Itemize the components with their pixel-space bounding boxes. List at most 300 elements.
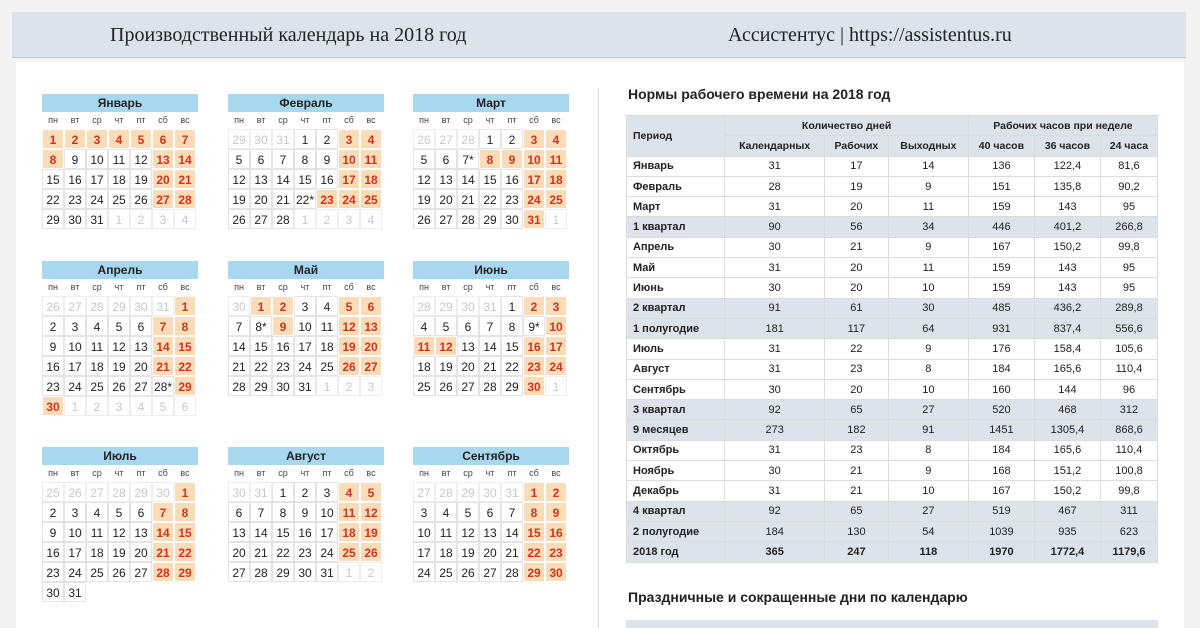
day-cell-other-month: 28: [435, 482, 457, 502]
value-cell: 1451: [968, 420, 1034, 440]
value-cell: 247: [825, 542, 889, 562]
day-cell-weekend: 17: [338, 169, 360, 189]
table-row: [627, 400, 1158, 420]
day-cell: 13: [479, 522, 501, 542]
day-cell: 15: [250, 336, 272, 356]
month-name: Май: [228, 261, 384, 279]
value-cell: 90: [725, 217, 825, 237]
day-cell: 7*: [457, 149, 479, 169]
month-days: [42, 112, 198, 229]
subheader: Выходных: [888, 136, 968, 156]
day-cell-weekend: 10: [545, 316, 567, 336]
day-cell: 4: [86, 316, 108, 336]
value-cell: 99,8: [1100, 481, 1157, 501]
day-cell: 4: [316, 296, 338, 316]
value-cell: 181: [725, 318, 825, 338]
day-cell-weekend: 19: [360, 522, 382, 542]
day-cell: 14: [501, 522, 523, 542]
day-cell-weekend: 1: [174, 296, 196, 316]
day-cell-weekend: 4: [108, 129, 130, 149]
day-cell: 6: [479, 502, 501, 522]
value-cell: 65: [825, 400, 889, 420]
day-cell: 22: [501, 356, 523, 376]
day-cell: 14: [228, 336, 250, 356]
day-cell-other-month: 31: [479, 296, 501, 316]
day-cell: 1: [479, 129, 501, 149]
day-cell-other-month: 30: [130, 296, 152, 316]
day-cell: 10: [413, 522, 435, 542]
day-cell: 11: [316, 316, 338, 336]
value-cell: 184: [968, 440, 1034, 460]
day-cell: 15: [42, 169, 64, 189]
weekday-label: чт: [300, 282, 310, 292]
day-cell-weekend: 16: [523, 336, 545, 356]
day-cell: 8: [501, 316, 523, 336]
day-cell: 9: [42, 522, 64, 542]
day-cell: 18: [108, 169, 130, 189]
day-cell: 3: [64, 316, 86, 336]
weekday-label: сб: [344, 468, 354, 478]
day-cell: 4: [435, 502, 457, 522]
day-cell-weekend: 11: [360, 149, 382, 169]
day-cell: 27: [130, 376, 152, 396]
day-cell: 20: [130, 542, 152, 562]
day-cell-weekend: 5: [130, 129, 152, 149]
day-cell: 12: [228, 169, 250, 189]
weekday-label: вт: [441, 282, 451, 292]
day-cell: 25: [86, 376, 108, 396]
day-cell: 16: [501, 169, 523, 189]
day-cell-weekend: 2: [523, 296, 545, 316]
weekday-label: вс: [366, 468, 376, 478]
day-cell: 18: [413, 356, 435, 376]
day-cell-weekend: 1: [250, 296, 272, 316]
day-cell-other-month: 2: [338, 376, 360, 396]
weekday-label: пт: [136, 468, 146, 478]
value-cell: 61: [825, 298, 889, 318]
day-cell: 19: [228, 189, 250, 209]
weekday-label: чт: [300, 115, 310, 125]
day-cell: 14: [250, 522, 272, 542]
day-cell: 13: [228, 522, 250, 542]
day-cell-weekend: 4: [360, 129, 382, 149]
day-cell-weekend: 12: [435, 336, 457, 356]
month-calendar: [42, 447, 198, 602]
weekday-label: вт: [441, 115, 451, 125]
header-period: Период: [627, 116, 725, 157]
value-cell: 31: [725, 339, 825, 359]
value-cell: 837,4: [1034, 318, 1100, 338]
weekday-label: сб: [344, 282, 354, 292]
day-cell-weekend: 18: [360, 169, 382, 189]
day-cell: 5: [457, 502, 479, 522]
value-cell: 20: [825, 278, 889, 298]
day-cell-other-month: 29: [457, 482, 479, 502]
value-cell: 159: [968, 278, 1034, 298]
day-cell-other-month: 29: [130, 482, 152, 502]
day-cell: 11: [108, 149, 130, 169]
day-cell-weekend: 25: [338, 542, 360, 562]
table-row: [627, 461, 1158, 481]
month-calendar: [413, 94, 569, 229]
day-cell: 17: [294, 336, 316, 356]
weekday-label: пн: [234, 282, 244, 292]
value-cell: 931: [968, 318, 1034, 338]
holidays-table-header: [626, 620, 1158, 628]
day-cell-weekend: 29: [523, 562, 545, 582]
value-cell: 30: [725, 379, 825, 399]
value-cell: 273: [725, 420, 825, 440]
day-cell-weekend: 9: [545, 502, 567, 522]
day-cell-weekend: 2: [64, 129, 86, 149]
day-cell: 21: [457, 189, 479, 209]
weekday-label: пн: [419, 115, 429, 125]
day-cell-weekend: 28: [152, 562, 174, 582]
day-cell-other-month: 5: [152, 396, 174, 416]
day-cell: 27: [457, 376, 479, 396]
day-cell: 17: [413, 542, 435, 562]
day-cell-other-month: 26: [42, 296, 64, 316]
day-cell: 28: [501, 562, 523, 582]
month-name: Февраль: [228, 94, 384, 112]
day-cell: 2: [294, 482, 316, 502]
day-cell-other-month: 28: [457, 129, 479, 149]
value-cell: 118: [888, 542, 968, 562]
day-cell: 1: [294, 129, 316, 149]
day-cell-weekend: 8: [174, 316, 196, 336]
value-cell: 9: [888, 176, 968, 196]
period-cell: Январь: [627, 156, 725, 176]
weekday-label: вт: [70, 282, 80, 292]
value-cell: 289,8: [1100, 298, 1157, 318]
value-cell: 65: [825, 501, 889, 521]
day-cell-weekend: 7: [174, 129, 196, 149]
value-cell: 144: [1034, 379, 1100, 399]
day-cell-weekend: 10: [338, 149, 360, 169]
day-cell-other-month: 30: [457, 296, 479, 316]
day-cell: 30: [501, 209, 523, 229]
day-cell-other-month: 1: [108, 209, 130, 229]
period-cell: Октябрь: [627, 440, 725, 460]
day-cell-other-month: 26: [413, 129, 435, 149]
table-row: [627, 237, 1158, 257]
day-cell: 19: [108, 542, 130, 562]
weekday-label: пн: [48, 115, 58, 125]
day-cell: 16: [294, 522, 316, 542]
month-calendar: [42, 94, 198, 229]
day-cell: 24: [86, 189, 108, 209]
day-cell-other-month: 29: [435, 296, 457, 316]
day-cell: 19: [413, 189, 435, 209]
weekday-label: пт: [136, 115, 146, 125]
day-cell: 6: [130, 502, 152, 522]
value-cell: 1179,6: [1100, 542, 1157, 562]
day-cell-weekend: 8: [42, 149, 64, 169]
value-cell: 1039: [968, 521, 1034, 541]
day-cell: 27: [479, 562, 501, 582]
day-cell: 5: [228, 149, 250, 169]
value-cell: 20: [825, 258, 889, 278]
day-cell: 30: [294, 562, 316, 582]
day-cell: 8*: [250, 316, 272, 336]
day-cell: 6: [130, 316, 152, 336]
day-cell: 26: [413, 209, 435, 229]
period-cell: 1 квартал: [627, 217, 725, 237]
month-calendar: [413, 261, 569, 396]
day-cell-weekend: 21: [152, 542, 174, 562]
day-cell: 27: [250, 209, 272, 229]
month-name: Август: [228, 447, 384, 465]
value-cell: 90,2: [1100, 176, 1157, 196]
day-cell-other-month: 30: [152, 482, 174, 502]
day-cell: 27: [435, 209, 457, 229]
period-cell: Июнь: [627, 278, 725, 298]
day-cell-other-month: 2: [130, 209, 152, 229]
weekday-label: чт: [300, 468, 310, 478]
day-cell: 31: [64, 582, 86, 602]
day-cell: 21: [479, 356, 501, 376]
day-cell: 28*: [152, 376, 174, 396]
day-cell-weekend: 3: [86, 129, 108, 149]
day-cell: 9*: [523, 316, 545, 336]
day-cell: 6: [457, 316, 479, 336]
day-cell: 23: [272, 356, 294, 376]
value-cell: 30: [725, 278, 825, 298]
day-cell-weekend: 12: [360, 502, 382, 522]
day-cell-weekend: 11: [338, 502, 360, 522]
weekday-label: вт: [256, 282, 266, 292]
weekday-label: вт: [256, 115, 266, 125]
day-cell: 17: [64, 542, 86, 562]
day-cell: 24: [294, 356, 316, 376]
value-cell: 623: [1100, 521, 1157, 541]
month-days: [413, 112, 569, 229]
day-cell: 8: [294, 149, 316, 169]
value-cell: 135,8: [1034, 176, 1100, 196]
day-cell: 9: [294, 502, 316, 522]
holidays-title: Праздничные и сокращенные дни по календарю: [628, 589, 968, 605]
value-cell: 122,4: [1034, 156, 1100, 176]
day-cell: 3: [413, 502, 435, 522]
day-cell: 23: [42, 376, 64, 396]
day-cell: 7: [479, 316, 501, 336]
day-cell: 28: [457, 209, 479, 229]
day-cell: 14: [457, 169, 479, 189]
day-cell-weekend: 15: [523, 522, 545, 542]
value-cell: 150,2: [1034, 237, 1100, 257]
day-cell-other-month: 29: [108, 296, 130, 316]
day-cell-weekend: 29: [174, 376, 196, 396]
value-cell: 151,2: [1034, 461, 1100, 481]
day-cell: 24: [413, 562, 435, 582]
period-cell: Ноябрь: [627, 461, 725, 481]
weekday-label: пн: [48, 468, 58, 478]
value-cell: 1305,4: [1034, 420, 1100, 440]
day-cell: 21: [272, 189, 294, 209]
weekday-label: пн: [419, 468, 429, 478]
day-cell-other-month: 31: [501, 482, 523, 502]
day-cell-weekend: 29: [174, 562, 196, 582]
period-cell: Декабрь: [627, 481, 725, 501]
value-cell: 31: [725, 197, 825, 217]
table-row: [627, 339, 1158, 359]
subheader: 24 часа: [1100, 136, 1157, 156]
day-cell: 6: [435, 149, 457, 169]
day-cell: 19: [457, 542, 479, 562]
day-cell-weekend: 22: [174, 356, 196, 376]
value-cell: 96: [1100, 379, 1157, 399]
day-cell-other-month: 28: [413, 296, 435, 316]
day-cell-other-month: 25: [42, 482, 64, 502]
value-cell: 9: [888, 461, 968, 481]
value-cell: 14: [888, 156, 968, 176]
day-cell: 19: [130, 169, 152, 189]
period-cell: Март: [627, 197, 725, 217]
day-cell: 15: [501, 336, 523, 356]
day-cell-other-month: 27: [413, 482, 435, 502]
day-cell-weekend: 3: [338, 129, 360, 149]
norms-table: [626, 115, 1158, 563]
value-cell: 151: [968, 176, 1034, 196]
weekday-label: ср: [92, 468, 102, 478]
day-cell-weekend: 14: [152, 522, 174, 542]
weekday-label: чт: [485, 115, 495, 125]
value-cell: 159: [968, 258, 1034, 278]
day-cell-weekend: 22: [523, 542, 545, 562]
day-cell-weekend: 31: [523, 209, 545, 229]
day-cell: 6: [228, 502, 250, 522]
value-cell: 143: [1034, 197, 1100, 217]
table-row: [627, 176, 1158, 196]
day-cell: 24: [64, 376, 86, 396]
value-cell: 56: [825, 217, 889, 237]
day-cell-other-month: 31: [152, 296, 174, 316]
value-cell: 130: [825, 521, 889, 541]
month-name: Июль: [42, 447, 198, 465]
day-cell-weekend: 24: [545, 356, 567, 376]
weekday-label: ср: [463, 115, 473, 125]
day-cell-weekend: 30: [523, 376, 545, 396]
day-cell: 9: [64, 149, 86, 169]
table-row: [627, 258, 1158, 278]
value-cell: 110,4: [1100, 359, 1157, 379]
weekday-label: пт: [322, 468, 332, 478]
day-cell-weekend: 21: [152, 356, 174, 376]
day-cell: 19: [108, 356, 130, 376]
day-cell: 13: [457, 336, 479, 356]
day-cell-weekend: 20: [152, 169, 174, 189]
subheader: 36 часов: [1034, 136, 1100, 156]
table-row: [627, 359, 1158, 379]
day-cell: 11: [86, 336, 108, 356]
weekday-label: ср: [278, 468, 288, 478]
day-cell: 2: [316, 129, 338, 149]
value-cell: 30: [888, 298, 968, 318]
day-cell-weekend: 25: [545, 189, 567, 209]
day-cell: 29: [501, 376, 523, 396]
value-cell: 31: [725, 156, 825, 176]
day-cell: 12: [108, 336, 130, 356]
weekday-label: пт: [322, 282, 332, 292]
value-cell: 160: [968, 379, 1034, 399]
value-cell: 22: [825, 339, 889, 359]
value-cell: 105,6: [1100, 339, 1157, 359]
value-cell: 468: [1034, 400, 1100, 420]
period-cell: Февраль: [627, 176, 725, 196]
value-cell: 167: [968, 481, 1034, 501]
day-cell-weekend: 3: [545, 296, 567, 316]
day-cell: 14: [479, 336, 501, 356]
day-cell: 7: [250, 502, 272, 522]
weekday-label: ср: [463, 282, 473, 292]
page-title: Производственный календарь на 2018 год: [110, 24, 467, 46]
weekday-label: сб: [158, 115, 168, 125]
weekday-label: чт: [114, 468, 124, 478]
month-days: [228, 112, 384, 229]
day-cell-other-month: 1: [64, 396, 86, 416]
month-calendar: [228, 94, 384, 229]
weekday-label: чт: [485, 468, 495, 478]
day-cell: 29: [42, 209, 64, 229]
day-cell: 29: [272, 562, 294, 582]
day-cell: 11: [86, 522, 108, 542]
day-cell: 20: [228, 542, 250, 562]
day-cell: 3: [64, 502, 86, 522]
value-cell: 184: [968, 359, 1034, 379]
table-row: [627, 298, 1158, 318]
day-cell-other-month: 1: [316, 376, 338, 396]
day-cell-other-month: 4: [174, 209, 196, 229]
header-days: Количество дней: [725, 116, 969, 136]
day-cell: 5: [413, 149, 435, 169]
day-cell: 26: [130, 189, 152, 209]
period-cell: 1 полугодие: [627, 318, 725, 338]
month-calendar: [228, 261, 384, 396]
subheader: Календарных: [725, 136, 825, 156]
value-cell: 31: [725, 440, 825, 460]
day-cell-weekend: 23: [523, 356, 545, 376]
day-cell-other-month: 26: [64, 482, 86, 502]
value-cell: 8: [888, 359, 968, 379]
day-cell-weekend: 6: [360, 296, 382, 316]
period-cell: Август: [627, 359, 725, 379]
weekday-label: пт: [507, 115, 517, 125]
day-cell: 2: [501, 129, 523, 149]
day-cell: 1: [272, 482, 294, 502]
day-cell-other-month: 30: [228, 296, 250, 316]
day-cell-weekend: 16: [545, 522, 567, 542]
site-link[interactable]: Ассистентус | https://assistentus.ru: [728, 24, 1012, 46]
value-cell: 1970: [968, 542, 1034, 562]
day-cell-other-month: 3: [108, 396, 130, 416]
value-cell: 520: [968, 400, 1034, 420]
day-cell: 10: [86, 149, 108, 169]
value-cell: 30: [725, 237, 825, 257]
norms-title: Нормы рабочего времени на 2018 год: [628, 86, 891, 102]
day-cell: 26: [228, 209, 250, 229]
day-cell-other-month: 2: [86, 396, 108, 416]
day-cell-weekend: 1: [42, 129, 64, 149]
day-cell-weekend: 8: [523, 502, 545, 522]
day-cell-other-month: 3: [152, 209, 174, 229]
weekday-label: пн: [234, 115, 244, 125]
value-cell: 91: [888, 420, 968, 440]
value-cell: 19: [825, 176, 889, 196]
value-cell: 446: [968, 217, 1034, 237]
weekday-label: ср: [92, 115, 102, 125]
table-row: [627, 318, 1158, 338]
month-calendar: [42, 261, 198, 416]
